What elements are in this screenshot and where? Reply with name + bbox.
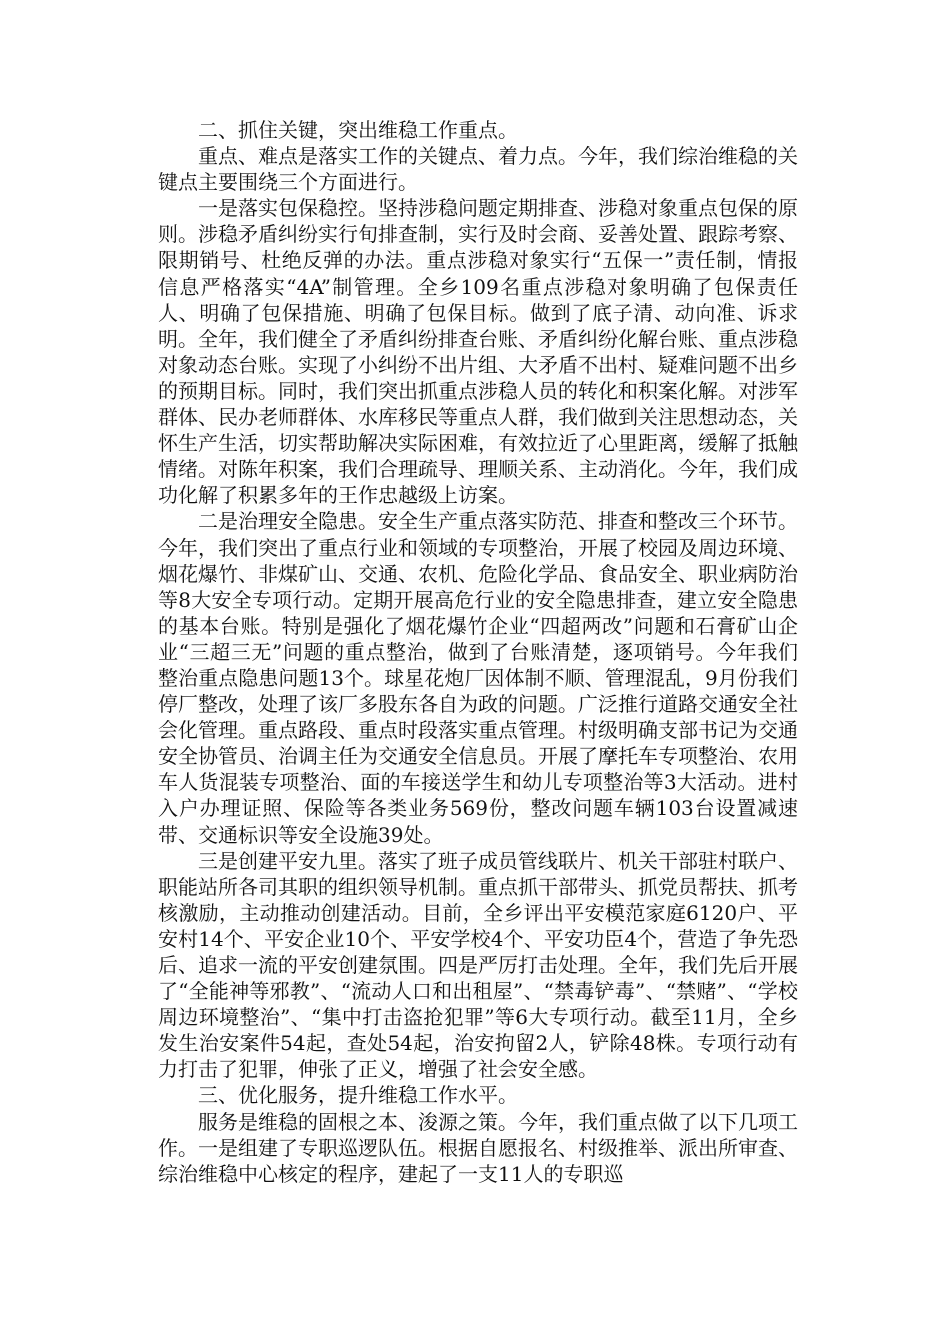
- document-body: [158, 117, 798, 1187]
- section-heading-2: 二、抓住关键，突出维稳工作重点。: [198, 118, 518, 142]
- paragraph-stability-control: 一是落实包保稳控。坚持涉稳问题定期排查、涉稳对象重点包保的原则。涉稳矛盾纠纷实行旬排查制，实行及时会商、妥善处置、跟踪考察、限期销号、杜绝反弹的办法。重点涉稳对象实行“五保一”责任制，情报信息严格落实“4A”制管理。全乡109名重点涉稳对象明确了包保责任人、明确了包保措施、明确了包保目标。做到了底子清、动向准、诉求明。全年，我们健全了矛盾纠纷排查台账、矛盾纠纷化解台账、重点涉稳对象动态台账。实现了小纠纷不出片组、大矛盾不出村、疑难问题不出乡的预期目标。同时，我们突出抓重点涉稳人员的转化和积案化解。对涉军群体、民办老师群体、水库移民等重点人群，我们做到关注思想动态，关怀生产生活，切实帮助解决实际困难，有效拉近了心里距离，缓解了抵触情绪。对陈年积案，我们合理疏导、理顺关系、主动消化。今年，我们成功化解了积累多年的王作忠越级上访案。: [158, 196, 798, 508]
- paragraph-service: 服务是维稳的固根之本、浚源之策。今年，我们重点做了以下几项工作。一是组建了专职巡逻队伍。根据自愿报名、村级推举、派出所审查、综治维稳中心核定的程序，建起了一支11人的专职巡: [158, 1109, 798, 1186]
- paragraph-peaceful-jiuli: 三是创建平安九里。落实了班子成员管线联片、机关干部驻村联户、职能站所各司其职的组织领导机制。重点抓干部带头、抓党员帮扶、抓考核激励，主动推动创建活动。目前，全乡评出平安模范家庭6120户、平安村14个、平安企业10个、平安学校4个、平安功臣4个，营造了争先恐后、追求一流的平安创建氛围。四是严厉打击处理。全年，我们先后开展了“全能神等邪教”、“流动人口和出租屋”、“禁毒铲毒”、“禁赌”、“学校周边环境整治”、“集中打击盗抢犯罪”等6大专项行动。截至11月，全乡发生治安案件54起，查处54起，治安拘留2人，铲除48株。专项行动有力打击了犯罪，伸张了正义，增强了社会安全感。: [158, 848, 798, 1082]
- section-heading-3: 三、优化服务，提升维稳工作水平。: [198, 1083, 518, 1108]
- paragraph-safety-hazards: 二是治理安全隐患。安全生产重点落实防范、排查和整改三个环节。今年，我们突出了重点行业和领域的专项整治，开展了校园及周边环境、烟花爆竹、非煤矿山、交通、农机、危险化学品、食品安全、职业病防治等8大安全专项行动。定期开展高危行业的安全隐患排查，建立安全隐患的基本台账。特别是强化了烟花爆竹企业“四超两改”问题和石膏矿山企业“三超三无”问题的重点整治，做到了台账清楚，逐项销号。今年我们整治重点隐患问题13个。球星花炮厂因体制不顺、管理混乱，9月份我们停厂整改，处理了该厂多股东各自为政的问题。广泛推行道路交通安全社会化管理。重点路段、重点时段落实重点管理。村级明确支部书记为交通安全协管员、治调主任为交通安全信息员。开展了摩托车专项整治、农用车人货混装专项整治、面的车接送学生和幼儿专项整治等3大活动。进村入户办理证照、保险等各类业务569份，整改问题车辆103台设置减速带、交通标识等安全设施39处。: [158, 509, 798, 847]
- paragraph-intro: 重点、难点是落实工作的关键点、着力点。今年，我们综治维稳的关键点主要围绕三个方面进行。: [158, 144, 798, 195]
